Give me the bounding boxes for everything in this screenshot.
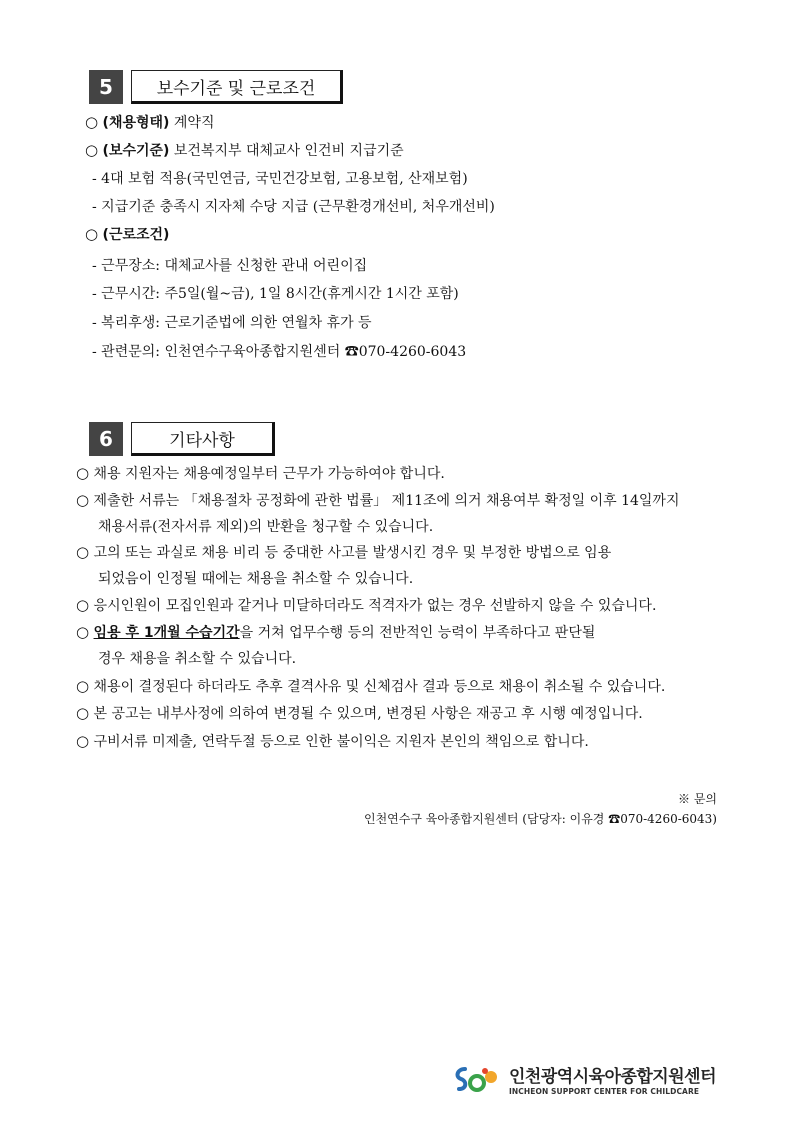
bullet-circle: ○ — [76, 543, 90, 561]
pay-item: - 지급기준 충족시 지자체 수당 지급 (근무환경개선비, 처우개선비) — [92, 199, 495, 215]
notice-item — [76, 676, 665, 696]
notice-text: 제출한 서류는 「채용절차 공정화에 관한 법률」 제11조에 의거 채용여부 확정일 이후 14일까지 — [93, 493, 680, 509]
bullet-circle: ○ — [76, 464, 90, 482]
notice-item — [76, 463, 445, 483]
section5-number: 5 — [89, 70, 123, 104]
notice-text: 구비서류 미제출, 연락두절 등으로 인한 불이익은 지원자 본인의 책임으로 합니다. — [93, 734, 589, 750]
bullet-circle: ○ — [76, 704, 90, 722]
pay-standard-text: 보건복지부 대체교사 인건비 지급기준 — [173, 143, 404, 159]
bullet-circle: ○ — [76, 677, 90, 695]
contact-heading: ※ 문의 — [678, 792, 717, 806]
work-conditions-label: (근로조건) — [102, 227, 170, 243]
section6-title: 기타사항 — [131, 422, 275, 456]
bullet-circle: ○ — [76, 623, 90, 641]
notice-text: 을 거쳐 업무수행 등의 전반적인 능력이 부족하다고 판단될 — [239, 625, 596, 641]
notice-item — [76, 622, 595, 642]
probation-emphasis: 임용 후 1개월 수습기간 — [93, 625, 240, 641]
notice-continuation: 채용서류(전자서류 제외)의 반환을 청구할 수 있습니다. — [98, 519, 434, 535]
pay-standard-line — [85, 140, 404, 160]
notice-continuation: 경우 채용을 취소할 수 있습니다. — [98, 651, 297, 667]
notice-item — [76, 542, 611, 562]
notice-text: 고의 또는 과실로 채용 비리 등 중대한 사고를 발생시킨 경우 및 부정한 방법으로 임용 — [93, 545, 612, 561]
center-logo — [451, 1062, 716, 1096]
center-logo-subtitle: INCHEON SUPPORT CENTER FOR CHILDCARE — [509, 1087, 700, 1096]
notice-text: 채용이 결정된다 하더라도 추후 결격사유 및 신체검사 결과 등으로 채용이 취소될 수 있습니다. — [93, 679, 666, 695]
notice-item — [76, 731, 589, 751]
condition-item: - 근무시간: 주5일(월~금), 1일 8시간(휴게시간 1시간 포함) — [92, 286, 459, 302]
bullet-circle: ○ — [76, 732, 90, 750]
bullet-circle: ○ — [85, 113, 99, 131]
notice-continuation: 되었음이 인정될 때에는 채용을 취소할 수 있습니다. — [98, 571, 414, 587]
pay-standard-label: (보수기준) — [102, 143, 170, 159]
employment-type-text: 계약직 — [173, 115, 215, 131]
section5-header — [89, 70, 343, 104]
condition-item: - 복리후생: 근로기준법에 의한 연월차 휴가 등 — [92, 315, 372, 331]
condition-item: - 관련문의: 인천연수구육아종합지원센터 ☎070-4260-6043 — [92, 344, 467, 360]
center-logo-mark-icon — [451, 1063, 503, 1095]
work-conditions-line — [85, 224, 169, 244]
employment-type-label: (채용형태) — [102, 115, 170, 131]
notice-item — [76, 703, 643, 723]
bullet-circle: ○ — [85, 141, 99, 159]
employment-type-line — [85, 112, 214, 132]
bullet-circle: ○ — [85, 225, 99, 243]
notice-text: 응시인원이 모집인원과 같거나 미달하더라도 적격자가 없는 경우 선발하지 않을 수 있습니다. — [93, 598, 657, 614]
section5-title: 보수기준 및 근로조건 — [131, 70, 343, 104]
bullet-circle: ○ — [76, 491, 90, 509]
condition-item: - 근무장소: 대체교사를 신청한 관내 어린이집 — [92, 258, 368, 274]
contact-text: 인천연수구 육아종합지원센터 (담당자: 이유경 ☎070-4260-6043) — [363, 812, 717, 826]
notice-item — [76, 490, 679, 510]
section6-number: 6 — [89, 422, 123, 456]
section6-header — [89, 422, 275, 456]
notice-item — [76, 595, 656, 615]
center-logo-name: 인천광역시육아종합지원센터 — [509, 1067, 716, 1087]
notice-text: 채용 지원자는 채용예정일부터 근무가 가능하여야 합니다. — [93, 466, 445, 482]
notice-text: 본 공고는 내부사정에 의하여 변경될 수 있으며, 변경된 사항은 재공고 후 시행 예정입니다. — [93, 706, 643, 722]
pay-item: - 4대 보험 적용(국민연금, 국민건강보험, 고용보험, 산재보험) — [92, 171, 468, 187]
bullet-circle: ○ — [76, 596, 90, 614]
